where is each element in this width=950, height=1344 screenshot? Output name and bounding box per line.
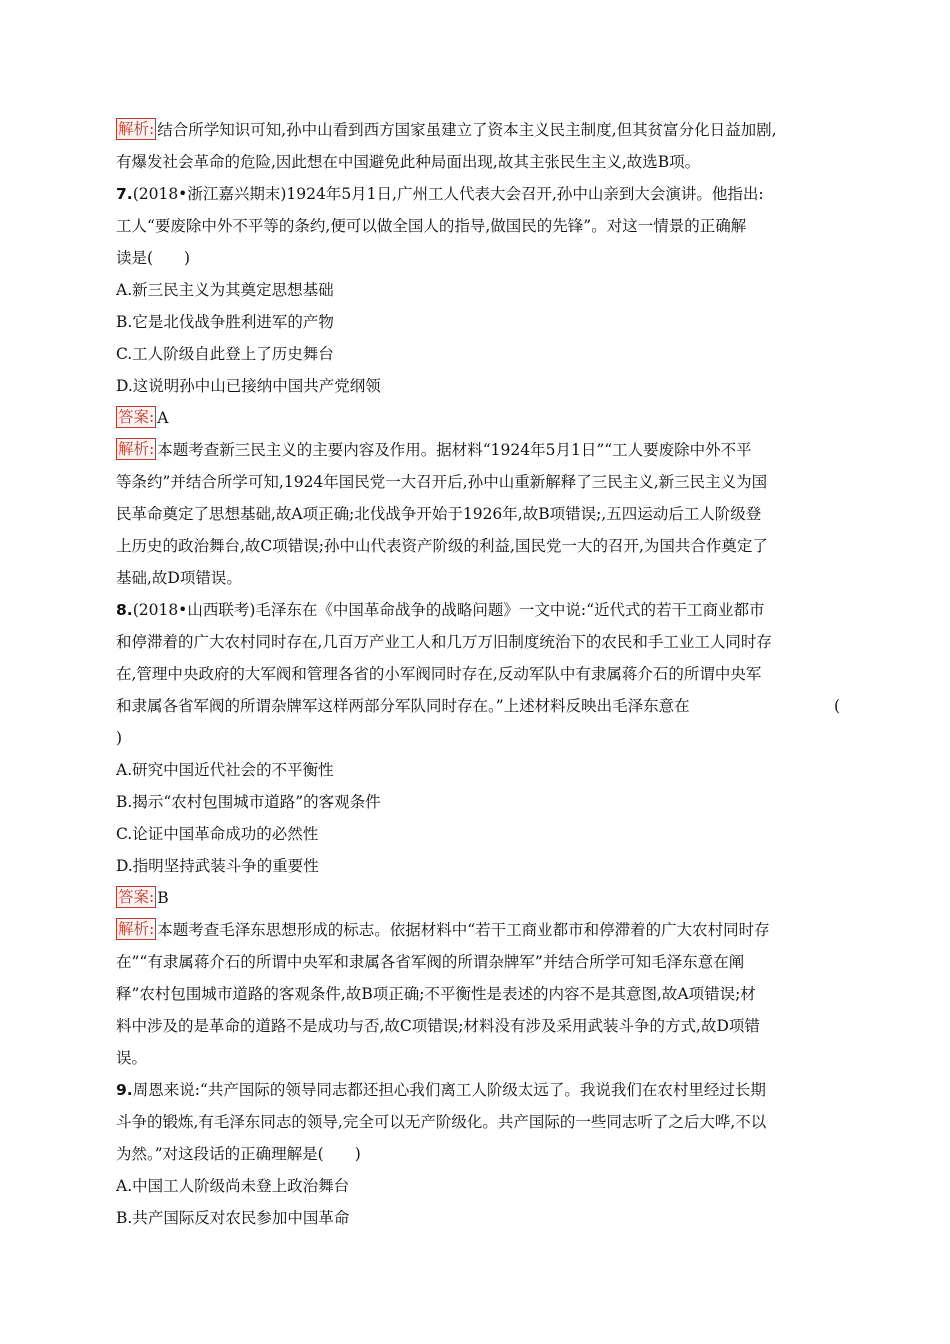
q7-analysis-line: 基础,故D项错误。 (116, 569, 242, 587)
q8-analysis-line: 在”“有隶属蒋介石的所谓中央军和隶属各省军阀的所谓杂牌军”并结合所学可知毛泽东意在阐 (116, 953, 745, 971)
q7-stem-line: 读是( ) (116, 249, 191, 267)
analysis-label: 解析: (118, 920, 155, 938)
q7-analysis-line: 解析: 本题考查新三民主义的主要内容及作用。据材料“1924年5月1日”“工人要废除中外不平 (118, 440, 752, 459)
q8-analysis-line: 释”农村包围城市道路的客观条件,故B项正确;不平衡性是表述的内容不是其意图,故A项错误;材 (116, 985, 756, 1003)
analysis-label: 解析: (118, 120, 155, 138)
q8-answer-paren-close: ) (116, 729, 123, 747)
q8-analysis-line: 解析: 本题考查毛泽东思想形成的标志。依据材料中“若干工商业都市和停滞着的广大农村同时存 (118, 920, 770, 939)
q7-option-d: D.这说明孙中山已接纳中国共产党纲领 (116, 377, 381, 395)
q8-analysis-line: 误。 (116, 1049, 148, 1067)
q8-answer-paren-open: ( (833, 697, 840, 715)
q8-analysis-line: 料中涉及的是革命的道路不是成功与否,故C项错误;材料没有涉及采用武装斗争的方式,故D项错 (116, 1017, 760, 1035)
q7-analysis-line: 民革命奠定了思想基础,故A项正确;北伐战争开始于1926年,故B项错误;,五四运动后工人阶级登 (116, 505, 762, 523)
q9-stem-line: 为然。”对这段话的正确理解是( ) (116, 1145, 361, 1163)
q8-stem-line: 和隶属各省军阀的所谓杂牌军这样两部分军队同时存在。”上述材料反映出毛泽东意在 ( (116, 690, 840, 722)
q7-analysis-line: 上历史的政治舞台,故C项错误;孙中山代表资产阶级的利益,国民党一大的召开,为国共合作奠定了 (116, 537, 768, 555)
q9-number: 9. (116, 1081, 133, 1099)
document-body (116, 114, 840, 1234)
q9-option-b: B.共产国际反对农民参加中国革命 (116, 1209, 350, 1227)
q8-option-c: C.论证中国革命成功的必然性 (116, 825, 319, 843)
q7-answer-value: A (157, 409, 169, 427)
q8-option-b: B.揭示“农村包围城市道路”的客观条件 (116, 793, 381, 811)
q8-option-a: A.研究中国近代社会的不平衡性 (116, 761, 334, 779)
answer-label: 答案: (118, 888, 155, 906)
q8-answer-value: B (157, 889, 169, 907)
q9-option-a: A.中国工人阶级尚未登上政治舞台 (116, 1177, 350, 1195)
q7-analysis-line: 等条约”并结合所学可知,1924年国民党一大召开后,孙中山重新解释了三民主义,新三民主义为国 (116, 473, 768, 491)
q7-stem-line: 工人“要废除中外不平等的条约,便可以做全国人的指导,做国民的先锋”。对这一情景的正确解 (116, 217, 747, 235)
q8-option-d: D.指明坚持武装斗争的重要性 (116, 857, 319, 875)
q7-number: 7. (116, 185, 133, 203)
q7-answer (116, 402, 840, 434)
analysis-label: 解析: (118, 440, 155, 458)
q7-option-c: C.工人阶级自此登上了历史舞台 (116, 345, 334, 363)
q8-answer (116, 882, 840, 914)
answer-label: 答案: (118, 408, 155, 426)
q8-stem-line: 8.(2018•山西联考)毛泽东在《中国革命战争的战略问题》一文中说:“近代式的若干工商业都市 (116, 601, 765, 619)
prev-analysis-line: 解析: 结合所学知识可知,孙中山看到西方国家虽建立了资本主义民主制度,但其贫富分化日益加剧, (118, 120, 777, 139)
q7-option-b: B.它是北伐战争胜利进军的产物 (116, 313, 334, 331)
q7-stem-line: 7.(2018•浙江嘉兴期末)1924年5月1日,广州工人代表大会召开,孙中山亲到大会演讲。他指出: (116, 185, 764, 203)
q8-stem-line: 和停滞着的广大农村同时存在,几百万产业工人和几万万旧制度统治下的农民和手工业工人同时存 (116, 633, 772, 651)
q9-stem-line: 斗争的锻炼,有毛泽东同志的领导,完全可以无产阶级化。共产国际的一些同志听了之后大哗,不以 (116, 1113, 767, 1131)
q9-stem-line: 9.周恩来说:“共产国际的领导同志都还担心我们离工人阶级太远了。我说我们在农村里经过长期 (116, 1081, 766, 1099)
q8-number: 8. (116, 601, 133, 619)
prev-analysis-line: 有爆发社会革命的危险,因此想在中国避免此种局面出现,故其主张民生主义,故选B项。 (116, 153, 701, 171)
q7-option-a: A.新三民主义为其奠定思想基础 (116, 281, 334, 299)
q8-stem-line: 在,管理中央政府的大军阀和管理各省的小军阀同时存在,反动军队中有隶属蒋介石的所谓中央军 (116, 665, 762, 683)
